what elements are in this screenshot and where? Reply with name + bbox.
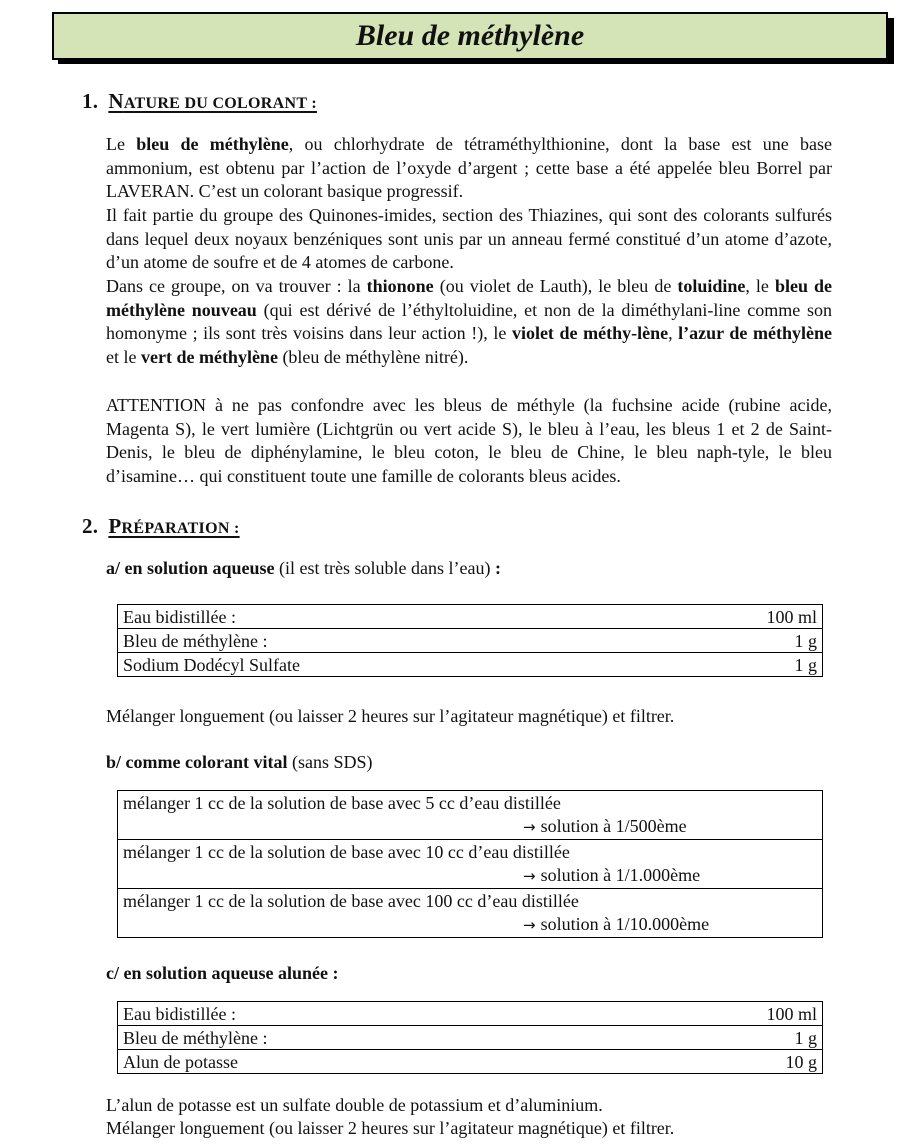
ingredient-name: Eau bidistillée : — [118, 1002, 693, 1026]
p3-run: (qui est dérivé de l’éthyltoluidine, et non de la diméthylani-line comme son homonyme ; ils sont très voisins dans leur action !), le — [106, 299, 833, 343]
section-1-heading — [82, 90, 317, 116]
section-2-heading-initial: P — [108, 514, 122, 538]
table-row — [118, 840, 823, 889]
table-row — [118, 629, 823, 653]
subsection-a-note: (il est très soluble dans l’eau) — [274, 558, 495, 578]
subsection-b-label: b/ comme colorant vital — [106, 752, 288, 772]
p3-run: vert de méthylène — [140, 346, 278, 367]
table-row — [118, 791, 823, 840]
table-row — [118, 653, 823, 677]
ingredient-quantity: 10 g — [692, 1050, 823, 1074]
instruction-a: Mélanger longuement (ou laisser 2 heures sur l’agitateur magnétique) et filtrer. — [106, 706, 675, 726]
paragraph-intro — [106, 133, 832, 204]
p3-run: thionone — [366, 276, 434, 296]
arrow-right-icon: → — [523, 867, 536, 885]
page-title: Bleu de méthylène — [355, 19, 585, 53]
table-row — [118, 605, 823, 629]
section-2-number: 2. — [82, 514, 99, 538]
p1-run: bleu de méthylène — [136, 134, 289, 154]
dilution-result — [123, 864, 817, 888]
arrow-right-icon: → — [523, 818, 536, 836]
ingredient-quantity: 100 ml — [692, 605, 823, 629]
ingredient-quantity: 1 g — [692, 1026, 823, 1050]
ingredient-name: Bleu de méthylène : — [118, 1026, 693, 1050]
dilution-result — [123, 815, 817, 839]
p3-run: l’azur de méthylène — [678, 323, 832, 343]
section-1-number: 1. — [82, 89, 99, 113]
p3-run: , le — [745, 276, 775, 296]
ingredient-quantity: 100 ml — [692, 1002, 823, 1026]
section-2-heading-rest: RÉPARATION : — [121, 520, 240, 537]
dilution-cell — [118, 889, 823, 938]
p3-run: bleu de méthylène nouveau — [106, 276, 832, 320]
dilution-instruction: mélanger 1 cc de la solution de base avec 5 cc d’eau distillée — [123, 793, 561, 813]
ingredient-quantity: 1 g — [692, 653, 823, 677]
ingredient-name: Sodium Dodécyl Sulfate — [118, 653, 693, 677]
dilution-cell — [118, 840, 823, 889]
subsection-a-colon: : — [495, 558, 501, 578]
p3-run: Dans ce groupe, on va trouver : la — [106, 276, 367, 296]
ingredient-name: Eau bidistillée : — [118, 605, 693, 629]
dilution-result-text: solution à 1/10.000ème — [540, 914, 710, 934]
alun-note: L’alun de potasse est un sulfate double de potassium et d’aluminium. — [106, 1095, 603, 1115]
dilution-result — [123, 913, 817, 937]
arrow-right-icon: → — [523, 916, 536, 934]
table-row — [118, 889, 823, 938]
p3-run: violet de méthy-lène — [511, 323, 669, 343]
paragraph-group — [106, 275, 832, 369]
dilution-table — [117, 790, 823, 938]
p3-run: (bleu de méthylène nitré). — [277, 346, 469, 367]
table-row — [118, 1026, 823, 1050]
instruction-c: Mélanger longuement (ou laisser 2 heures sur l’agitateur magnétique) et filtrer. — [106, 1118, 675, 1138]
recipe-table-c — [117, 1001, 823, 1074]
ingredient-name: Alun de potasse — [118, 1050, 693, 1074]
ingredient-name: Bleu de méthylène : — [118, 629, 693, 653]
paragraph-quinones — [106, 204, 832, 275]
section-2-heading — [82, 515, 240, 541]
subsection-a-label: a/ en solution aqueuse — [106, 558, 275, 578]
section-1-heading-initial: N — [108, 89, 124, 113]
table-row — [118, 1002, 823, 1026]
p2-run: Il fait partie du groupe des Quinones-imides, section des Thiazines, qui sont des colorants sulfurés dans lequel deux noyaux benzéniques sont unis par un anneau fermé constitué d’un atome d’azote, d’un atome de soufre et de 4 atomes de carbone. — [106, 205, 832, 272]
dilution-instruction: mélanger 1 cc de la solution de base avec 10 cc d’eau distillée — [123, 842, 570, 862]
dilution-result-text: solution à 1/1.000ème — [540, 865, 701, 885]
p3-run: , — [668, 323, 679, 343]
subsection-a-heading — [106, 557, 501, 581]
p3-run: toluidine — [677, 276, 746, 296]
subsection-b-heading — [106, 751, 372, 775]
subsection-b-note: (sans SDS) — [287, 752, 373, 772]
dilution-instruction: mélanger 1 cc de la solution de base avec 100 cc d’eau distillée — [123, 891, 579, 911]
p4-run: ATTENTION à ne pas confondre avec les bleus de méthyle (la fuchsine acide (rubine acide, Magenta S), le vert lumière (Lichtgrün ou vert acide S), le bleu à l’eau, les bleus 1 et 2 de Saint-Denis, le bleu de diphénylamine, le bleu coton, le bleu de Chine, le bleu naph-tyle, le bleu d’isamine… qui constituent toute une famille de colorants bleus acides. — [106, 395, 832, 486]
dilution-result-text: solution à 1/500ème — [540, 816, 687, 836]
p3-run: (ou violet de Lauth), le bleu de — [433, 276, 678, 296]
p3-run: et le — [106, 346, 141, 367]
recipe-table-a — [117, 604, 823, 677]
subsection-c-heading — [106, 962, 339, 986]
p1-run: , ou chlorhydrate de tétraméthylthionine, dont la base est une base ammonium, est obtenu par l’action de l’oxyde d’argent ; cette base a été appelée bleu Borrel par LAVERAN. C’est un colorant basique progressif. — [106, 134, 832, 201]
paragraph-attention — [106, 394, 832, 488]
title-banner — [52, 12, 888, 60]
dilution-cell — [118, 791, 823, 840]
p1-run: Le — [106, 134, 137, 154]
section-1-heading-rest: ATURE DU COLORANT : — [123, 95, 317, 112]
table-row — [118, 1050, 823, 1074]
ingredient-quantity: 1 g — [692, 629, 823, 653]
subsection-c-label: c/ en solution aqueuse alunée : — [106, 963, 339, 983]
